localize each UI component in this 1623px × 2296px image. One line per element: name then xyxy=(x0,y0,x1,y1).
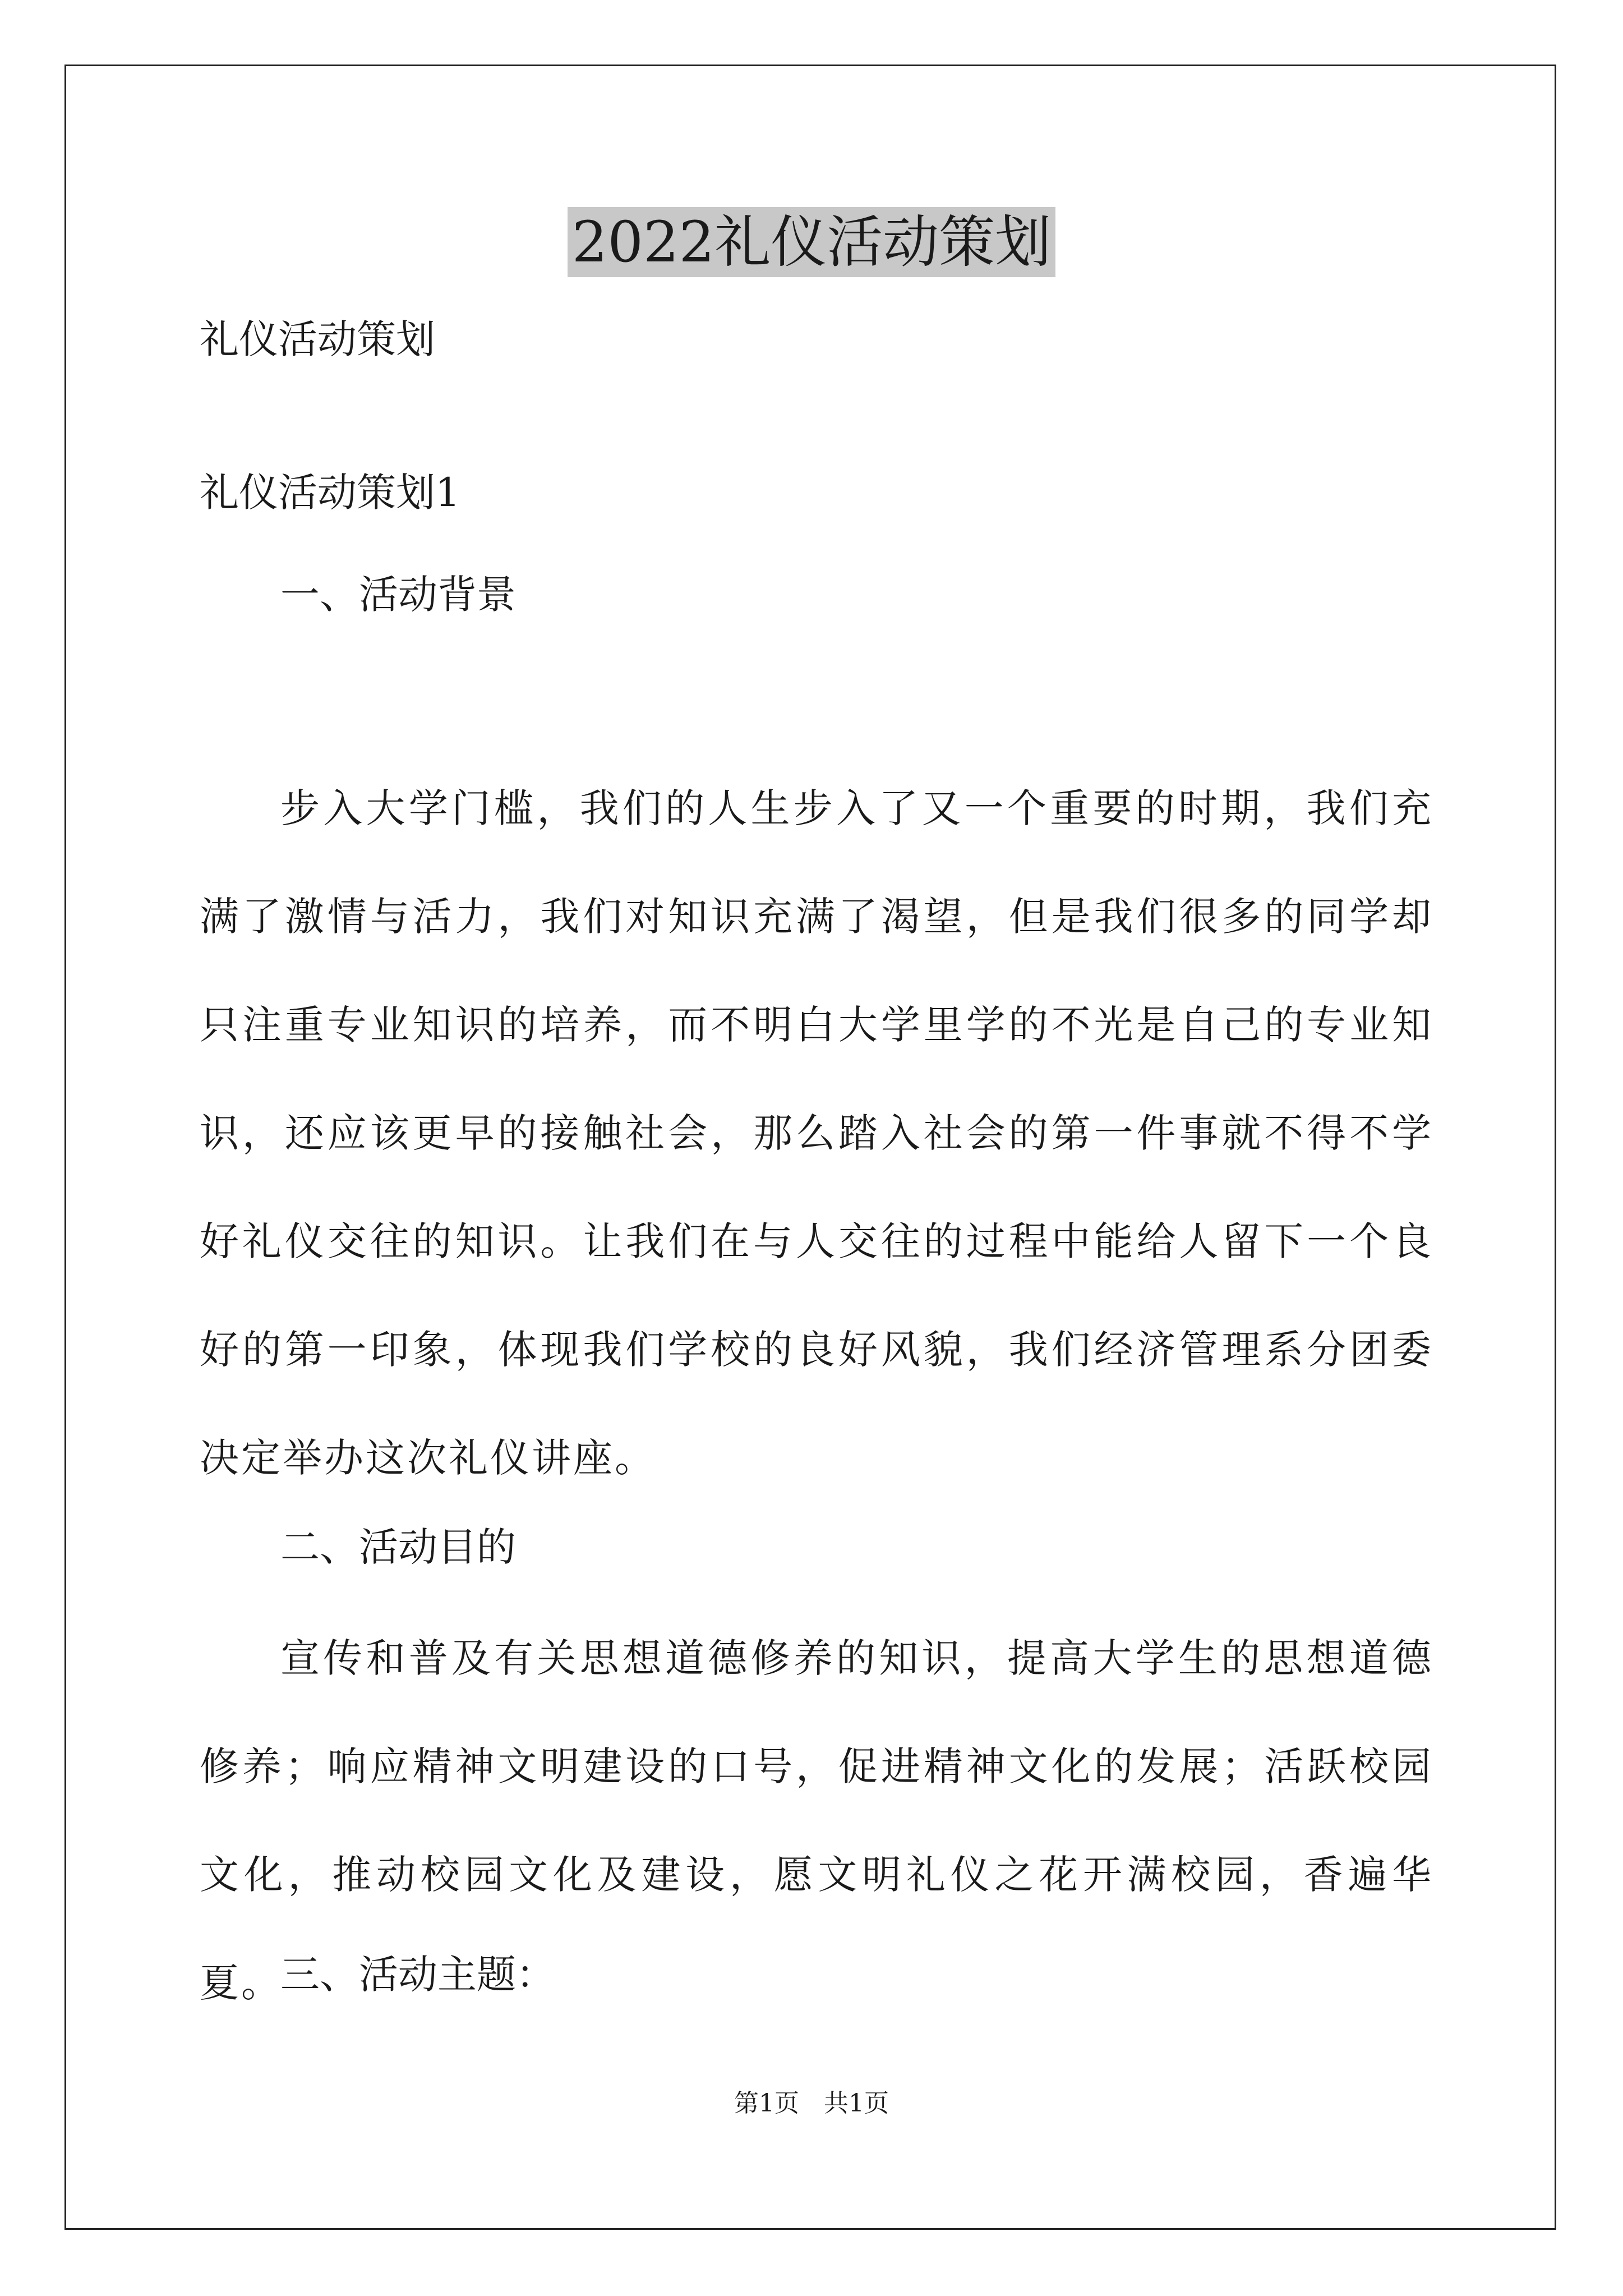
heading-background: 一、活动背景 xyxy=(280,572,516,618)
document-title-text: 2022礼仪活动策划 xyxy=(568,207,1056,277)
section-title: 礼仪活动策划1 xyxy=(200,470,460,516)
heading-theme: 三、活动主题： xyxy=(280,1952,555,1998)
page-footer: 第1页 共1页 xyxy=(734,2089,889,2118)
document-subtitle: 礼仪活动策划 xyxy=(200,316,435,362)
heading-purpose: 二、活动目的 xyxy=(280,1524,516,1570)
paragraph-purpose: 宣传和普及有关思想道德修养的知识，提高大学生的思想道德修养；响应精神文明建设的口号，促进精神文化的发展；活跃校园文化，推动校园文化及建设，愿文明礼仪之花开满校园，香遍华夏。 xyxy=(200,1635,1433,2006)
document-title xyxy=(0,203,1623,282)
paragraph-background: 步入大学门槛，我们的人生步入了又一个重要的时期，我们充满了激情与活力，我们对知识充满了渴望，但是我们很多的同学却只注重专业知识的培养，而不明白大学里学的不光是自己的专业知识，还应该更早的接触社会，那么踏入社会的第一件事就不得不学好礼仪交往的知识。让我们在与人交往的过程中能给人留下一个良好的第一印象，体现我们学校的良好风貌，我们经济管理系分团委决定举办这次礼仪讲座。 xyxy=(200,785,1433,1481)
